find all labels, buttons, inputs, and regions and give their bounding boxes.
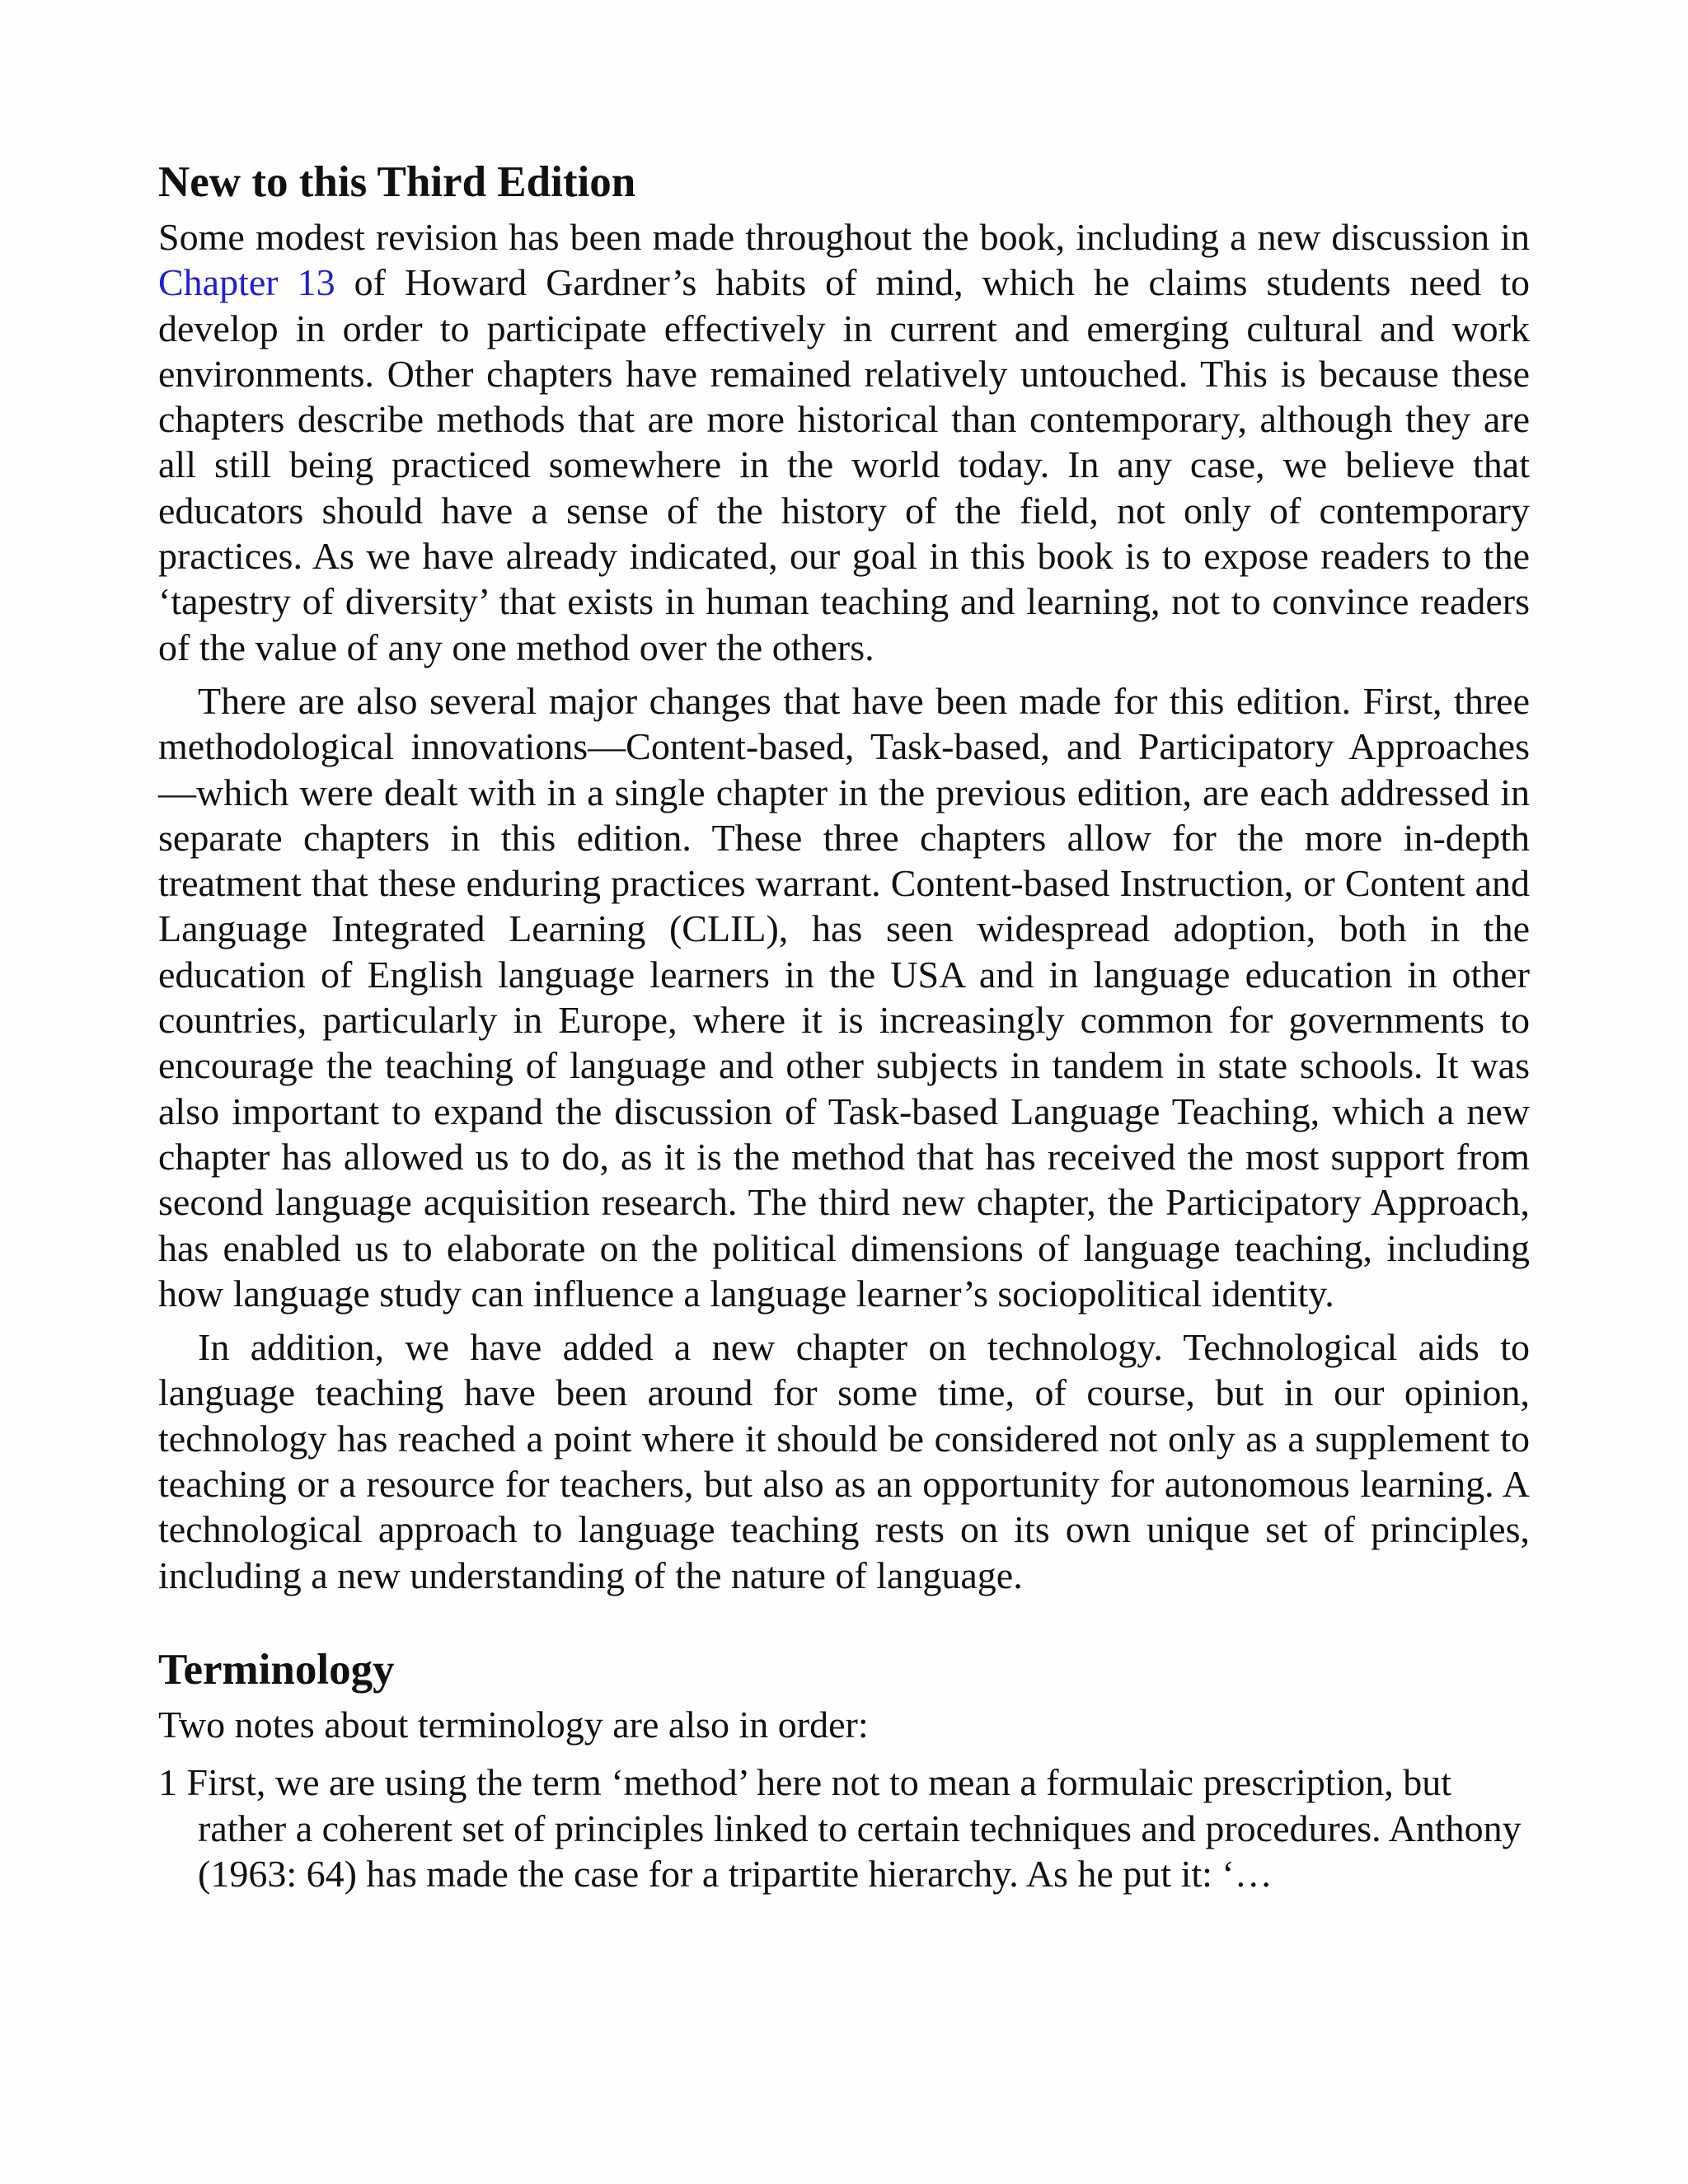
document-page [158, 150, 1530, 1896]
section-heading-terminology: Terminology [158, 1645, 395, 1694]
chapter-13-link[interactable]: Chapter 13 [158, 261, 335, 304]
list-item [158, 1760, 1530, 1896]
terminology-intro: Two notes about terminology are also in order: [158, 1703, 869, 1746]
section-new-edition [158, 150, 1530, 1598]
section-heading-new-edition: New to this Third Edition [158, 158, 636, 206]
paragraph-1-text-start: Some modest revision has been made throughout the book, including a new discussion in [158, 216, 1530, 258]
list-item-number: 1 [158, 1761, 177, 1804]
paragraph-1-text-end: of Howard Gardner’s habits of mind, which he claims students need to develop in order to participate effectively in current and emerging cultural and work environments. Other chapters have remained relatively untouched. This is because these chapters describe methods that are more historical than contemporary, although they are all still being practiced somewhere in the world today. In any case, we believe that educators should have a sense of the history of the field, not only of contemporary practices. As we have already indicated, our goal in this book is to expose readers to the ‘tapestry of diversity’ that exists in human teaching and learning, not to convince readers of the value of any one method over the others. [158, 261, 1530, 668]
paragraph-1 [158, 214, 1530, 670]
paragraph-3: In addition, we have added a new chapter on technology. Technological aids to language teaching have been around for some time, of course, but in our opinion, technology has reached a point where it should be considered not only as a supplement to teaching or a resource for teachers, but also as an opportunity for autonomous learning. A technological approach to language teaching rests on its own unique set of principles, including a new understanding of the nature of language. [158, 1326, 1530, 1596]
list-item-text: First, we are using the term ‘method’ here not to mean a formulaic prescription, but rather a coherent set of principles linked to certain techniques and procedures. Anthony (1963: 64) has made the case for a tripartite hierarchy. As he put it: ‘… [186, 1761, 1522, 1895]
section-terminology [158, 1638, 1530, 1896]
paragraph-2: There are also several major changes that have been made for this edition. First, three methodological innovations—Content-based, Task-based, and Participatory Approaches—which were dealt with in a single chapter in the previous edition, are each addressed in separate chapters in this edition. These three chapters allow for the more in-depth treatment that these enduring practices warrant. Content-based Instruction, or Content and Language Integrated Learning (CLIL), has seen widespread adoption, both in the education of English language learners in the USA and in language education in other countries, particularly in Europe, where it is increasingly common for governments to encourage the teaching of language and other subjects in tandem in state schools. It was also important to expand the discussion of Task-based Language Teaching, which a new chapter has allowed us to do, as it is the method that has received the most support from second language acquisition research. The third new chapter, the Participatory Approach, has enabled us to elaborate on the political dimensions of language teaching, including how language study can influence a language learner’s sociopolitical identity. [158, 679, 1530, 1315]
